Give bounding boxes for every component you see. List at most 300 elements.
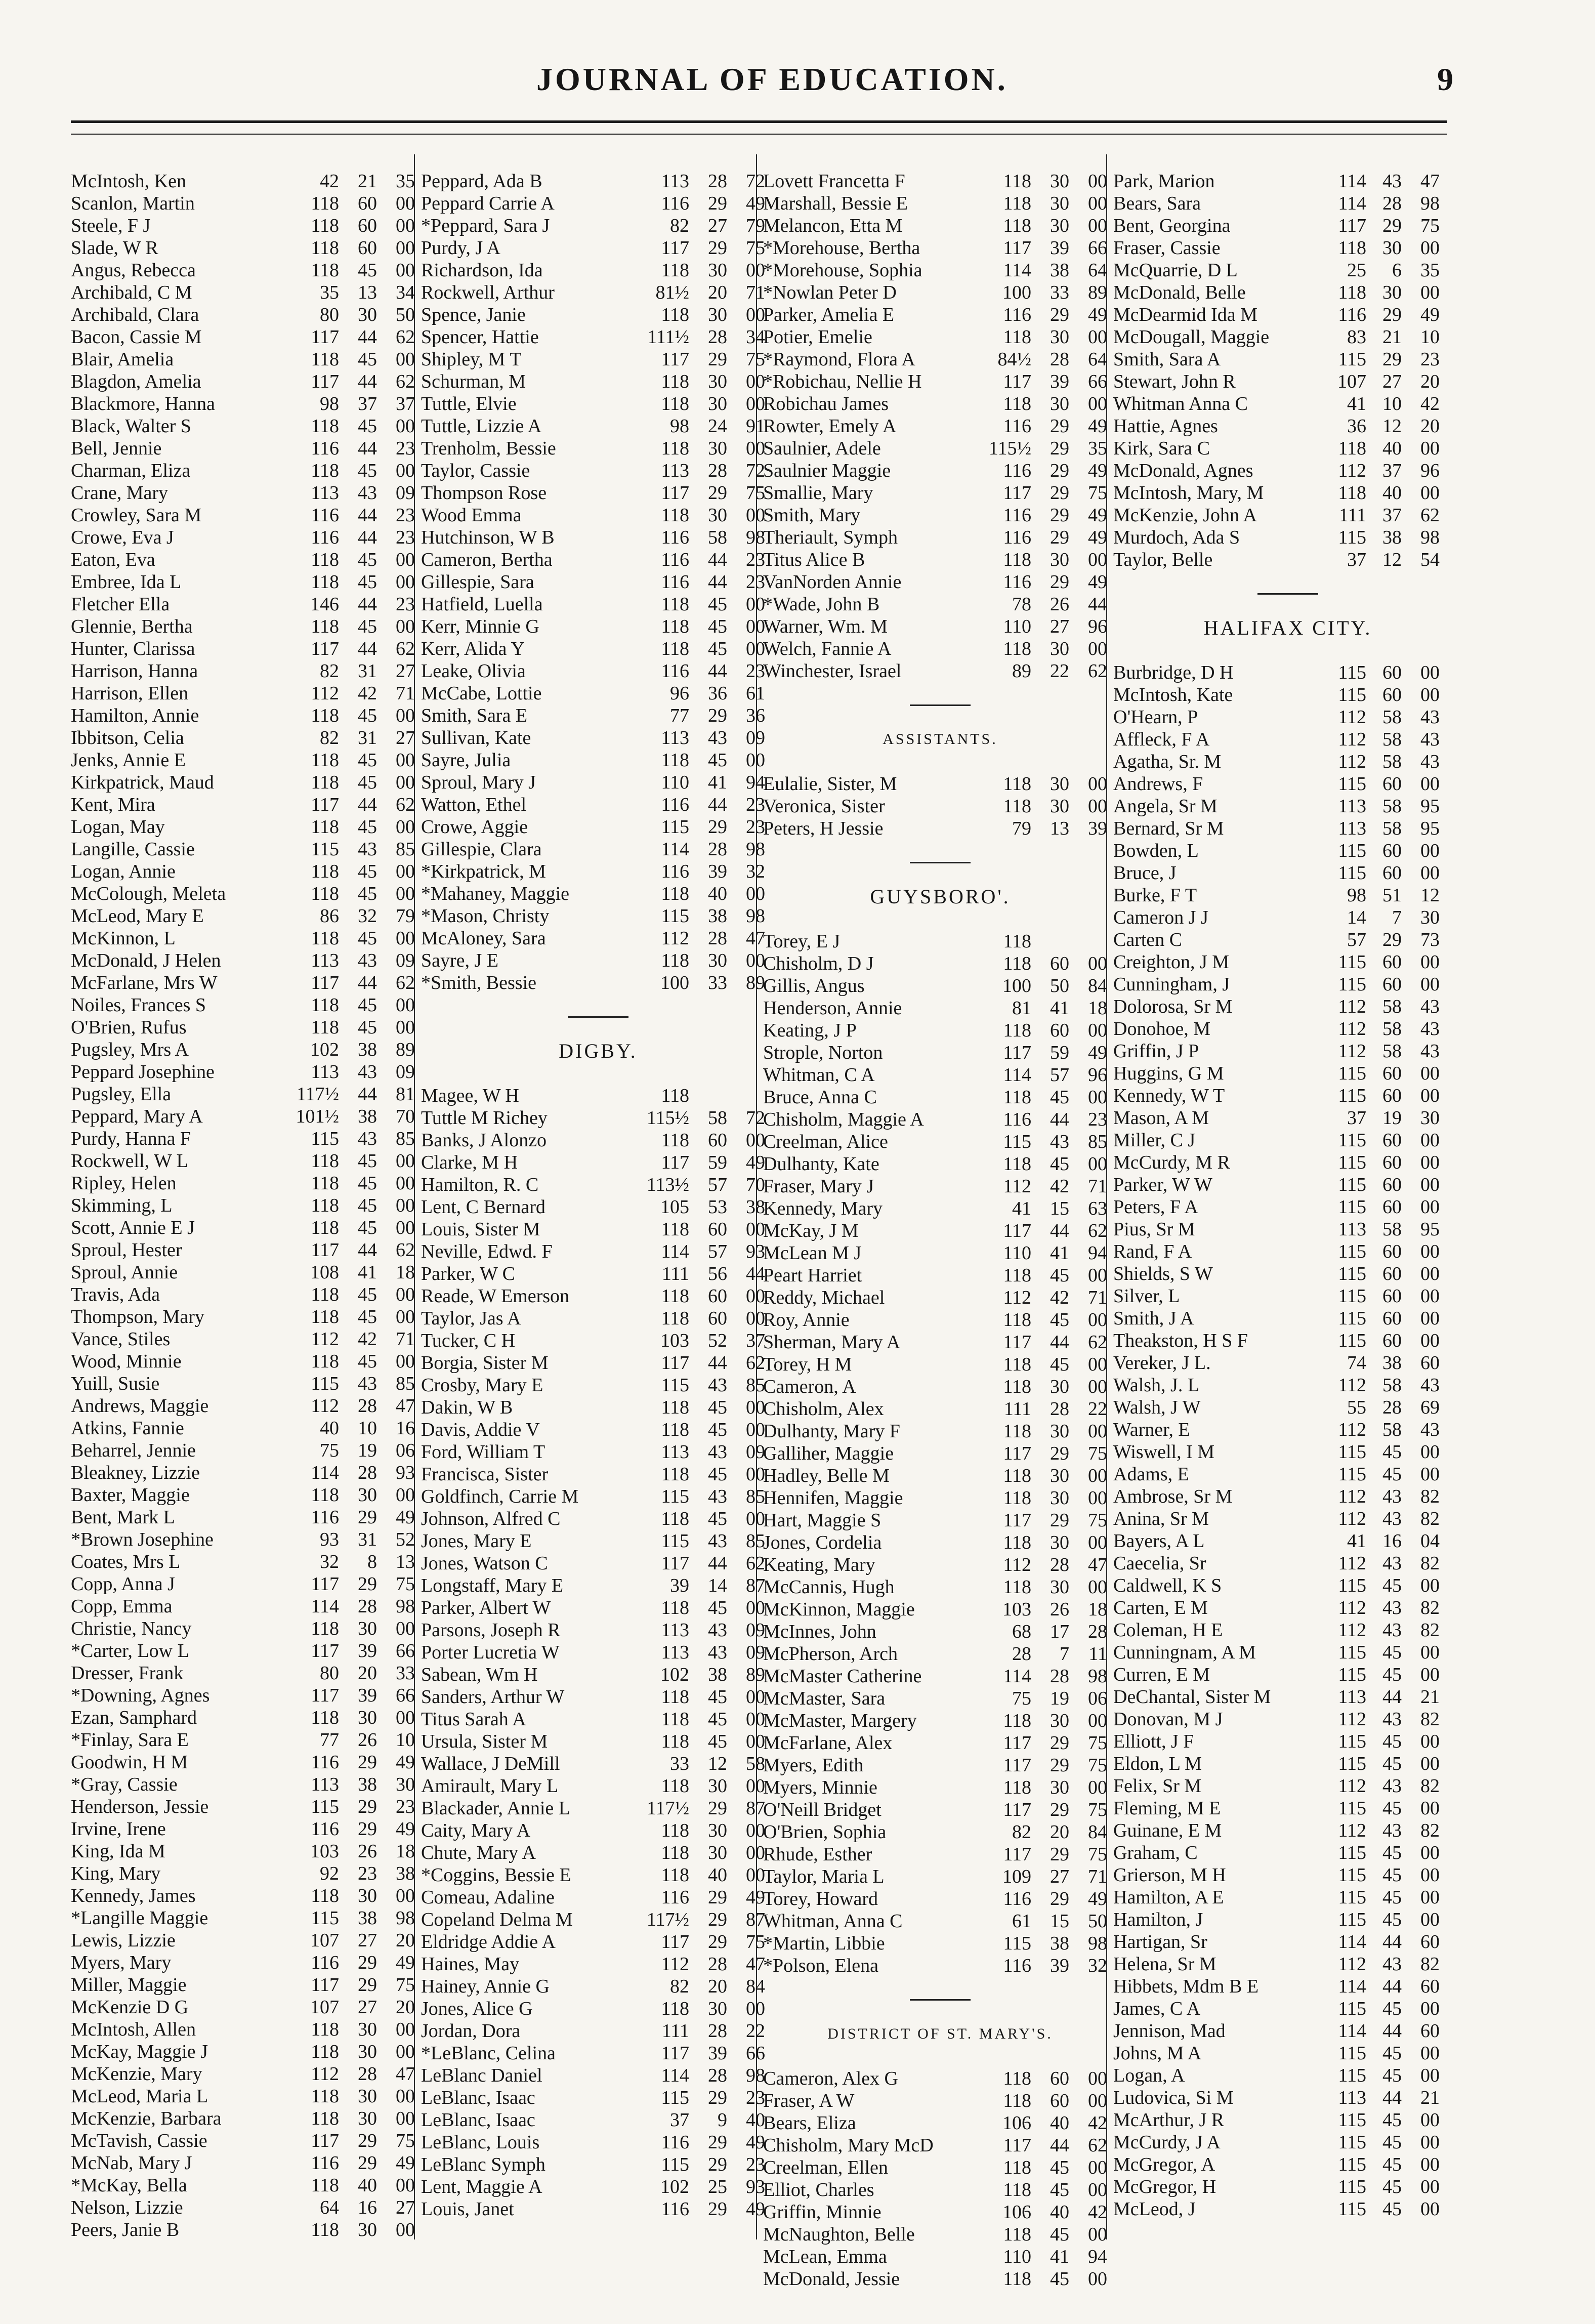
grant-cents: 75 (1088, 482, 1107, 504)
days-taught: 116 (311, 1952, 339, 1973)
list-item (71, 526, 425, 549)
teacher-name: Marshall, Bessie E (763, 193, 908, 214)
list-item (763, 1420, 1117, 1442)
grant-dollars: 29 (1050, 1799, 1069, 1820)
days-taught: 115 (1338, 527, 1366, 548)
teacher-name: McKenzie, Barbara (71, 2108, 222, 2129)
list-item (763, 1264, 1117, 1286)
grant-dollars: 28 (358, 1596, 377, 1617)
grant-cents: 00 (396, 2108, 415, 2129)
grant-dollars: 45 (358, 1217, 377, 1238)
teacher-name: Ludovica, Si M (1113, 2087, 1234, 2108)
days-taught: 113 (661, 727, 689, 749)
days-taught: 118 (661, 750, 689, 771)
list-item (1113, 1396, 1462, 1419)
teacher-name: Hadley, Belle M (763, 1465, 890, 1486)
days-taught: 118 (1003, 549, 1031, 570)
grant-cents: 87 (746, 1575, 765, 1596)
list-item (71, 1862, 425, 1885)
list-item (1113, 1218, 1462, 1240)
teacher-name: Peters, H Jessie (763, 818, 884, 839)
teacher-name: Yuill, Susie (71, 1373, 160, 1394)
list-item (763, 1487, 1117, 1509)
grant-cents: 00 (746, 438, 765, 459)
grant-cents: 52 (396, 1529, 415, 1550)
grant-dollars: 29 (358, 1752, 377, 1773)
grant-dollars: 60 (1382, 974, 1402, 995)
grant-dollars: 30 (708, 304, 727, 325)
section-heading: HALIFAX CITY. (1203, 616, 1372, 639)
list-item (71, 927, 425, 949)
days-taught: 89 (1012, 660, 1031, 682)
grant-cents: 75 (396, 1573, 415, 1595)
grant-cents: 43 (1420, 1041, 1440, 1062)
grant-cents: 00 (1420, 2154, 1440, 2175)
teacher-name: Angus, Rebecca (71, 260, 196, 281)
list-item (1113, 1641, 1462, 1664)
teacher-name: LeBlanc, Isaac (421, 2087, 535, 2108)
days-taught: 115 (1338, 2154, 1366, 2175)
grant-cents: 89 (396, 1039, 415, 1060)
grant-cents: 00 (1420, 1441, 1440, 1463)
teacher-name: Sproul, Hester (71, 1239, 182, 1261)
grant-dollars: 43 (708, 1620, 727, 1641)
grant-dollars: 60 (1382, 773, 1402, 795)
teacher-name: Welch, Fannie A (763, 638, 892, 659)
grant-cents: 89 (746, 1664, 765, 1685)
teacher-name: Kirkpatrick, Maud (71, 772, 214, 793)
grant-dollars: 41 (1050, 998, 1069, 1019)
grant-dollars: 41 (708, 772, 727, 793)
grant-dollars: 39 (358, 1685, 377, 1706)
grant-cents: 85 (396, 839, 415, 860)
grant-dollars: 30 (708, 1842, 727, 1863)
teacher-name: *Nowlan Peter D (763, 282, 897, 303)
list-item (421, 1552, 775, 1574)
grant-dollars: 13 (1050, 818, 1069, 839)
days-taught: 118 (311, 1707, 339, 1728)
days-taught: 112 (1338, 751, 1366, 772)
days-taught: 115 (1338, 1998, 1366, 2019)
teacher-name: McPherson, Arch (763, 1643, 898, 1665)
teacher-name: Smith, Mary (763, 505, 861, 526)
grant-dollars: 37 (358, 393, 377, 414)
grant-dollars: 39 (708, 861, 727, 882)
teacher-name: Watton, Ethel (421, 794, 526, 815)
grant-cents: 34 (396, 282, 415, 303)
list-item (71, 660, 425, 682)
teacher-name: Hamilton, Annie (71, 705, 199, 726)
list-item (1113, 1085, 1462, 1107)
days-taught: 75 (320, 1440, 339, 1461)
grant-cents: 00 (1420, 1731, 1440, 1752)
grant-dollars: 27 (358, 1930, 377, 1951)
grant-dollars: 45 (358, 416, 377, 437)
grant-dollars: 30 (708, 1998, 727, 2019)
list-item (763, 2201, 1117, 2223)
teacher-name: Smith, Sara A (1113, 349, 1221, 370)
days-taught: 84½ (997, 349, 1031, 370)
days-taught: 106 (1002, 2202, 1031, 2223)
grant-dollars: 24 (708, 416, 727, 437)
days-taught: 82 (320, 660, 339, 682)
grant-cents: 75 (746, 349, 765, 370)
grant-cents: 98 (746, 905, 765, 927)
list-item (421, 2087, 775, 2109)
list-item (71, 281, 425, 304)
grant-cents: 49 (1088, 1042, 1107, 1063)
grant-cents: 58 (746, 1753, 765, 1774)
grant-cents: 00 (396, 260, 415, 281)
grant-cents: 00 (746, 505, 765, 526)
list-item (71, 1373, 425, 1395)
list-item (1113, 929, 1462, 951)
days-taught: 115 (1338, 1263, 1366, 1284)
grant-dollars: 44 (1382, 1931, 1402, 1953)
teacher-name: Hunter, Clarissa (71, 638, 195, 659)
grant-dollars: 43 (1382, 1775, 1402, 1797)
teacher-name: LeBlanc Symph (421, 2154, 545, 2175)
list-item (1113, 1062, 1462, 1085)
list-item (421, 1797, 775, 1819)
grant-cents: 82 (1420, 1553, 1440, 1574)
teacher-name: Hattie, Agnes (1113, 416, 1218, 437)
days-taught: 118 (1003, 1532, 1031, 1553)
teacher-name: McQuarrie, D L (1113, 260, 1238, 281)
grant-cents: 00 (746, 1842, 765, 1863)
list-item (421, 1708, 775, 1730)
list-item (763, 460, 1117, 482)
days-taught: 115 (1338, 349, 1366, 370)
list-item (421, 504, 775, 526)
teacher-name: Cameron, Bertha (421, 549, 553, 570)
days-taught: 112 (1338, 1508, 1366, 1529)
grant-dollars: 28 (358, 1395, 377, 1417)
grant-cents: 00 (746, 594, 765, 615)
section-gap (763, 706, 1117, 728)
grant-dollars: 58 (1382, 1375, 1402, 1396)
list-item (71, 237, 425, 259)
days-taught: 102 (660, 1664, 689, 1685)
grant-cents: 47 (1088, 1554, 1107, 1575)
grant-dollars: 37 (1382, 505, 1402, 526)
grant-dollars: 30 (708, 1775, 727, 1797)
list-item (1113, 370, 1462, 393)
teacher-name: Bell, Jennie (71, 438, 162, 459)
teacher-name: Richardson, Ida (421, 260, 543, 281)
grant-dollars: 30 (358, 2086, 377, 2107)
days-taught: 116 (1003, 571, 1031, 593)
days-taught: 116 (311, 2152, 339, 2174)
teacher-name: Warner, E (1113, 1419, 1190, 1440)
days-taught: 116 (1003, 527, 1031, 548)
days-taught: 117 (311, 1974, 339, 1996)
grant-dollars: 27 (1382, 371, 1402, 392)
grant-dollars: 40 (358, 2175, 377, 2196)
teacher-name: Peppard Josephine (71, 1061, 215, 1083)
teacher-name: Kent, Mira (71, 794, 155, 815)
teacher-name: Harrison, Ellen (71, 683, 189, 704)
list-item (1113, 1708, 1462, 1730)
grant-dollars: 30 (708, 260, 727, 281)
grant-cents: 50 (1088, 1911, 1107, 1932)
grant-cents: 00 (1088, 1487, 1107, 1509)
grant-cents: 00 (746, 371, 765, 392)
days-taught: 115 (661, 1486, 689, 1507)
grant-dollars: 45 (358, 549, 377, 570)
grant-dollars: 28 (708, 171, 727, 192)
grant-cents: 00 (396, 616, 415, 637)
list-item (763, 1509, 1117, 1531)
days-taught: 117 (1003, 1510, 1031, 1531)
list-item (1113, 1931, 1462, 1953)
list-item (763, 1398, 1117, 1420)
teacher-name: Skimming, L (71, 1195, 173, 1216)
teacher-name: Reddy, Michael (763, 1287, 885, 1308)
days-taught: 111 (661, 1263, 689, 1284)
days-taught: 118 (661, 883, 689, 904)
grant-cents: 47 (396, 1395, 415, 1417)
grant-dollars: 25 (708, 2176, 727, 2197)
grant-cents: 43 (1420, 729, 1440, 750)
days-taught: 118 (311, 260, 339, 281)
days-taught: 112 (311, 1329, 339, 1350)
teacher-name: Andrews, Maggie (71, 1395, 209, 1417)
grant-dollars: 31 (358, 727, 377, 749)
days-taught: 118 (661, 505, 689, 526)
days-taught: 114 (661, 839, 689, 860)
teacher-name: *Raymond, Flora A (763, 349, 915, 370)
list-item (71, 1283, 425, 1306)
days-taught: 114 (1003, 1064, 1031, 1086)
list-item (71, 1172, 425, 1194)
grant-dollars: 29 (708, 1887, 727, 1908)
list-item (421, 1864, 775, 1886)
days-taught: 115½ (646, 1107, 689, 1129)
list-item (1113, 192, 1462, 215)
list-item (421, 972, 775, 994)
list-item (1113, 817, 1462, 840)
teacher-name: McLeod, Maria L (71, 2086, 208, 2107)
list-item (763, 997, 1117, 1019)
grant-cents: 85 (396, 1373, 415, 1394)
grant-cents: 27 (396, 2197, 415, 2218)
grant-dollars: 43 (358, 950, 377, 971)
teacher-name: DeChantal, Sister M (1113, 1686, 1271, 1708)
grant-cents: 49 (1420, 304, 1440, 325)
list-item (421, 638, 775, 660)
days-taught: 114 (661, 1241, 689, 1262)
teacher-name: *McKay, Bella (71, 2175, 187, 2196)
list-item (71, 192, 425, 215)
grant-dollars: 29 (708, 349, 727, 370)
list-item (421, 415, 775, 437)
days-taught: 112 (1338, 1553, 1366, 1574)
grant-dollars: 45 (358, 816, 377, 838)
days-taught: 80 (320, 1663, 339, 1684)
teacher-name: Irvine, Irene (71, 1818, 166, 1840)
grant-cents: 00 (396, 1618, 415, 1639)
teacher-name: Myers, Minnie (763, 1777, 877, 1798)
list-item (421, 860, 775, 883)
days-taught: 14 (1347, 907, 1366, 928)
list-item (71, 1506, 425, 1528)
teacher-name: Curren, E M (1113, 1664, 1210, 1685)
list-item (421, 794, 775, 816)
teacher-name: Chisholm, Alex (763, 1398, 884, 1420)
grant-dollars: 45 (708, 1419, 727, 1440)
teacher-name: Charman, Eliza (71, 460, 191, 481)
days-taught: 116 (1003, 505, 1031, 526)
grant-dollars: 38 (358, 1907, 377, 1929)
days-taught: 111½ (647, 326, 689, 348)
grant-cents: 63 (1088, 1198, 1107, 1219)
teacher-name: Coates, Mrs L (71, 1551, 181, 1572)
days-taught: 118 (311, 1217, 339, 1238)
grant-cents: 66 (1088, 371, 1107, 392)
days-taught: 118 (311, 2175, 339, 2196)
grant-cents: 71 (396, 1329, 415, 1350)
days-taught: 118 (1003, 1153, 1031, 1175)
days-taught: 118 (1003, 1354, 1031, 1375)
days-taught: 98 (670, 416, 689, 437)
grant-cents: 49 (1088, 1888, 1107, 1910)
teacher-name: Wood Emma (421, 505, 522, 526)
teacher-name: *Downing, Agnes (71, 1685, 210, 1706)
grant-cents: 62 (396, 972, 415, 993)
list-item (763, 2246, 1117, 2268)
days-taught: 113 (661, 1441, 689, 1463)
list-item (421, 727, 775, 749)
grant-cents: 84 (746, 1976, 765, 1997)
list-item (763, 215, 1117, 237)
list-item (71, 1462, 425, 1484)
teacher-name: Kerr, Minnie G (421, 616, 539, 637)
grant-cents: 49 (746, 1887, 765, 1908)
column-4 (1113, 170, 1462, 2220)
grant-cents: 00 (396, 1351, 415, 1372)
list-item (71, 1194, 425, 1217)
teacher-name: Scott, Annie E J (71, 1217, 195, 1238)
teacher-name: Parker, W W (1113, 1174, 1212, 1195)
list-item (421, 2064, 775, 2087)
list-item (1113, 884, 1462, 906)
list-item (763, 1153, 1117, 1175)
list-item (421, 571, 775, 593)
teacher-name: Steele, F J (71, 215, 151, 236)
list-item (71, 593, 425, 615)
teacher-name: Titus Sarah A (421, 1709, 526, 1730)
list-item (71, 1328, 425, 1350)
grant-cents: 00 (396, 2041, 415, 2062)
teacher-name: McDonald, Belle (1113, 282, 1246, 303)
list-item (71, 727, 425, 749)
days-taught: 118 (661, 1219, 689, 1240)
days-taught: 116 (661, 794, 689, 815)
grant-dollars: 43 (708, 727, 727, 749)
grant-dollars: 43 (1382, 1709, 1402, 1730)
grant-cents: 75 (396, 1974, 415, 1996)
teacher-name: Kerr, Alida Y (421, 638, 525, 659)
days-taught: 117 (661, 482, 689, 504)
grant-cents: 00 (746, 750, 765, 771)
list-item (421, 215, 775, 237)
list-item (71, 326, 425, 348)
grant-cents: 00 (396, 460, 415, 481)
days-taught: 113½ (646, 1174, 689, 1195)
days-taught: 118 (661, 1775, 689, 1797)
grant-cents: 04 (1420, 1530, 1440, 1552)
grant-cents: 23 (746, 794, 765, 815)
grant-cents: 50 (396, 304, 415, 325)
list-item (71, 549, 425, 571)
teacher-name: Kennedy, W T (1113, 1085, 1225, 1106)
list-item (71, 1996, 425, 2018)
days-taught: 117 (661, 1553, 689, 1574)
list-item (421, 927, 775, 949)
grant-dollars: 45 (358, 349, 377, 370)
grant-cents: 47 (396, 2063, 415, 2085)
teacher-name: Scanlon, Martin (71, 193, 195, 214)
list-item (71, 2085, 425, 2107)
grant-dollars: 29 (1382, 929, 1402, 950)
grant-dollars: 29 (358, 1974, 377, 1996)
list-item (1113, 549, 1462, 571)
grant-dollars: 28 (708, 1954, 727, 1975)
list-item (1113, 661, 1462, 684)
list-item (71, 949, 425, 972)
list-item (763, 549, 1117, 571)
days-taught: 117 (661, 237, 689, 259)
teacher-name: Sanders, Arthur W (421, 1686, 565, 1708)
grant-cents: 72 (746, 171, 765, 192)
grant-cents: 75 (396, 2130, 415, 2151)
grant-dollars: 29 (708, 2198, 727, 2220)
teacher-name: *Morehouse, Sophia (763, 260, 922, 281)
list-item (71, 2152, 425, 2174)
grant-dollars: 45 (358, 772, 377, 793)
grant-dollars: 30 (1050, 1487, 1069, 1509)
teacher-name: Pugsley, Mrs A (71, 1039, 189, 1060)
list-item (763, 952, 1117, 975)
grant-dollars: 12 (1382, 549, 1402, 570)
days-taught: 118 (311, 349, 339, 370)
grant-cents: 00 (1420, 1330, 1440, 1351)
days-taught: 116 (311, 1818, 339, 1840)
grant-cents: 21 (1420, 2087, 1440, 2108)
list-item (71, 1083, 425, 1105)
days-taught: 117 (1003, 1220, 1031, 1241)
days-taught: 118 (1003, 2157, 1031, 2178)
teacher-name: Ursula, Sister M (421, 1731, 548, 1752)
grant-cents: 18 (1088, 998, 1107, 1019)
grant-dollars: 41 (1050, 2246, 1069, 2267)
grant-dollars: 45 (358, 1195, 377, 1216)
list-item (763, 795, 1117, 817)
grant-cents: 87 (746, 1798, 765, 1819)
list-item (421, 2198, 775, 2220)
list-item (1113, 2131, 1462, 2153)
grant-dollars: 28 (1382, 193, 1402, 214)
list-item (1113, 862, 1462, 884)
teacher-name: Crowe, Aggie (421, 816, 528, 838)
days-taught: 105 (660, 1196, 689, 1218)
teacher-name: *Coggins, Bessie E (421, 1864, 571, 1886)
teacher-name: Pugsley, Ella (71, 1084, 172, 1105)
teacher-name: Myers, Mary (71, 1952, 172, 1973)
grant-cents: 61 (746, 683, 765, 704)
grant-cents: 98 (396, 1907, 415, 1929)
